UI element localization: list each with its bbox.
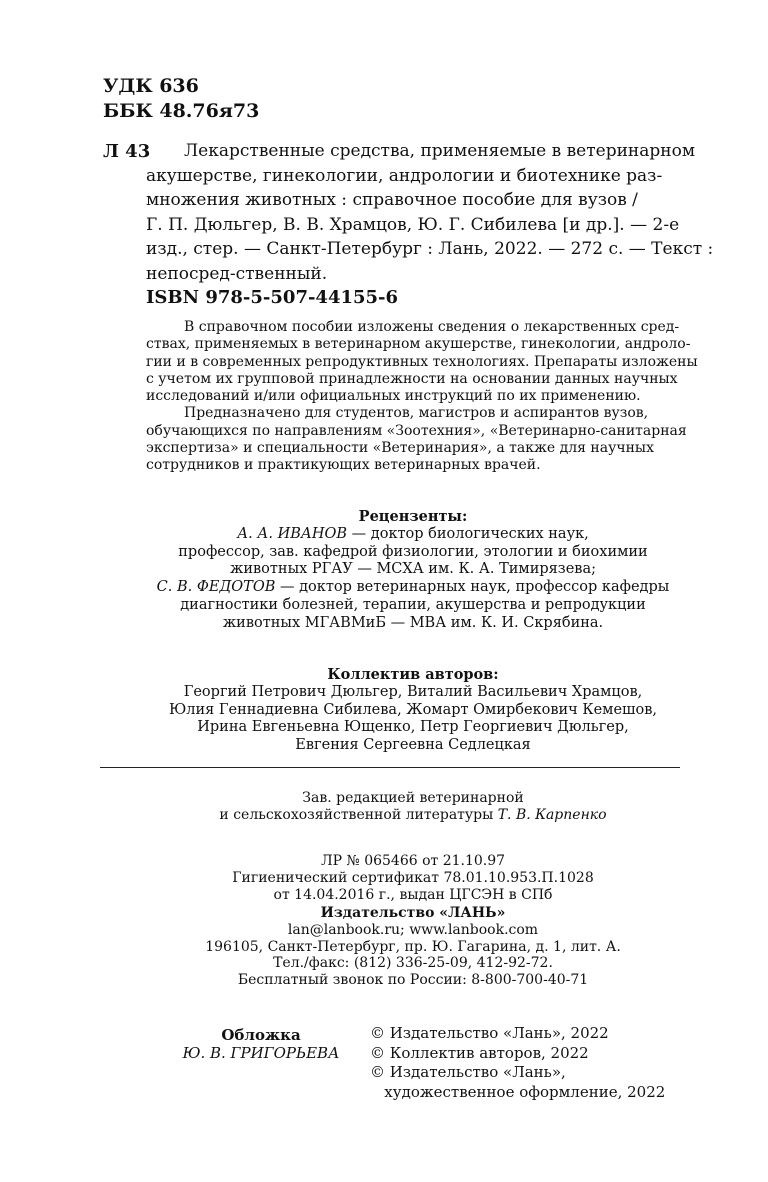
reviewer-1 — [146, 526, 680, 544]
authors-line: Юлия Геннадиевна Сибилева, Жомарт Омирбекович Кемешов, — [168, 701, 658, 718]
authors-line: Евгения Сергеевна Седлецкая — [295, 737, 531, 754]
annotation-line: обучающихся по направлениям «Зоотехния», «Ветеринарно-санитарная — [146, 422, 687, 439]
bib-line: Лекарственные средства, применяемые в ветеринарном — [184, 141, 696, 161]
reviewers-block — [146, 508, 680, 633]
reviewer-2-name: С. В. ФЕДОТОВ — [156, 579, 276, 596]
annotation-line: ствах, применяемых в ветеринарном акушерстве, гинекологии, андроло- — [146, 336, 691, 353]
isbn: ISBN 978-5-507-44155-6 — [146, 287, 399, 308]
annotation-line: с учетом их групповой принадлежности на основании данных научных — [146, 370, 678, 387]
license-line: от 14.04.2016 г., выдан ЦГСЭН в СПб — [273, 886, 553, 903]
copyright-block — [370, 1024, 680, 1102]
publisher-hotline: Бесплатный звонок по России: 8-800-700-40-71 — [237, 972, 589, 989]
reviewer-1-title: — доктор биологических наук, — [347, 525, 589, 542]
bibliographic-record — [146, 139, 714, 287]
copyright-line: © Издательство «Лань», 2022 — [370, 1024, 609, 1042]
bib-line: изд., стер. — Санкт-Петербург : Лань, 2022. — 272 с. — Текст : — [146, 239, 714, 260]
annotation — [146, 319, 698, 475]
annotation-line: исследований и/или официальных инструкций по их применению. — [146, 388, 641, 405]
reviewer-2-line: диагностики болезней, терапии, акушерства и репродукции — [180, 596, 646, 613]
authors-line: Георгий Петрович Дюльгер, Виталий Васильевич Храмцов, — [183, 683, 643, 700]
annotation-line: экспертиза» и специальности «Ветеринария», а также для научных — [146, 440, 654, 457]
classification-codes — [103, 74, 259, 124]
publisher-contact: lan@lanbook.ru; www.lanbook.com — [287, 921, 539, 938]
divider — [100, 767, 680, 768]
copyright-line: © Коллектив авторов, 2022 — [370, 1043, 589, 1062]
author-sign: Л 43 — [103, 141, 151, 162]
annotation-line: Предназначено для студентов, магистров и аспирантов вузов, — [184, 405, 649, 422]
copyright-line: © Издательство «Лань», — [370, 1063, 566, 1081]
authors-heading: Коллектив авторов: — [327, 666, 499, 683]
authors-block — [146, 666, 680, 755]
reviewers-heading: Рецензенты: — [358, 508, 468, 525]
authors-line: Ирина Евгеньевна Ющенко, Петр Георгиевич Дюльгер, — [197, 719, 629, 736]
license-block — [146, 853, 680, 903]
annotation-line: гии и в современных репродуктивных технологиях. Препараты изложены — [146, 353, 698, 370]
bib-line: акушерстве, гинекологии, андрологии и биотехнике раз- — [146, 165, 663, 186]
bib-line: Г. П. Дюльгер, В. В. Храмцов, Ю. Г. Сибилева [и др.]. — 2-е — [146, 214, 680, 235]
bbk-code: ББК 48.76я73 — [103, 100, 260, 122]
editor-name: Т. В. Карпенко — [497, 806, 607, 823]
publisher-phone: Тел./факс: (812) 336-25-09, 412-92-72. — [273, 955, 553, 972]
copyright-line: художественное оформление, 2022 — [370, 1082, 666, 1101]
publisher-address: 196105, Санкт-Петербург, пр. Ю. Гагарина, д. 1, лит. А. — [205, 938, 621, 955]
reviewer-2-line: животных МГАВМиБ — МВА им. К. И. Скрябина. — [222, 614, 604, 631]
bib-line: непосред-ственный. — [146, 263, 328, 284]
reviewer-2-title: — доктор ветеринарных наук, профессор кафедры — [275, 579, 670, 596]
annotation-line: сотрудников и практикующих ветеринарных врачей. — [146, 457, 541, 474]
cover-credit — [146, 1027, 376, 1062]
publisher-block — [146, 905, 680, 989]
cover-artist: Ю. В. ГРИГОРЬЕВА — [182, 1043, 340, 1062]
annotation-line: В справочном пособии изложены сведения о лекарственных сред- — [184, 319, 680, 335]
editor-line-2 — [146, 807, 680, 824]
udk-code: УДК 636 — [103, 75, 199, 97]
license-line: ЛР № 065466 от 21.10.97 — [320, 853, 506, 869]
reviewer-1-line: животных РГАУ — МСХА им. К. А. Тимирязева; — [230, 561, 596, 578]
editor-block — [146, 790, 680, 824]
reviewer-2 — [146, 579, 680, 597]
reviewer-1-name: А. А. ИВАНОВ — [237, 525, 348, 542]
bib-line: множения животных : справочное пособие для вузов / — [146, 190, 638, 211]
editor-role: и сельскохозяйственной литературы — [219, 806, 498, 823]
publisher-name: Издательство «ЛАНЬ» — [320, 905, 506, 921]
editor-line: Зав. редакцией ветеринарной — [302, 790, 524, 806]
cover-label: Обложка — [221, 1026, 301, 1044]
reviewer-1-line: профессор, зав. кафедрой физиологии, этологии и биохимии — [178, 543, 648, 560]
license-line: Гигиенический сертификат 78.01.10.953.П.1028 — [232, 869, 594, 886]
